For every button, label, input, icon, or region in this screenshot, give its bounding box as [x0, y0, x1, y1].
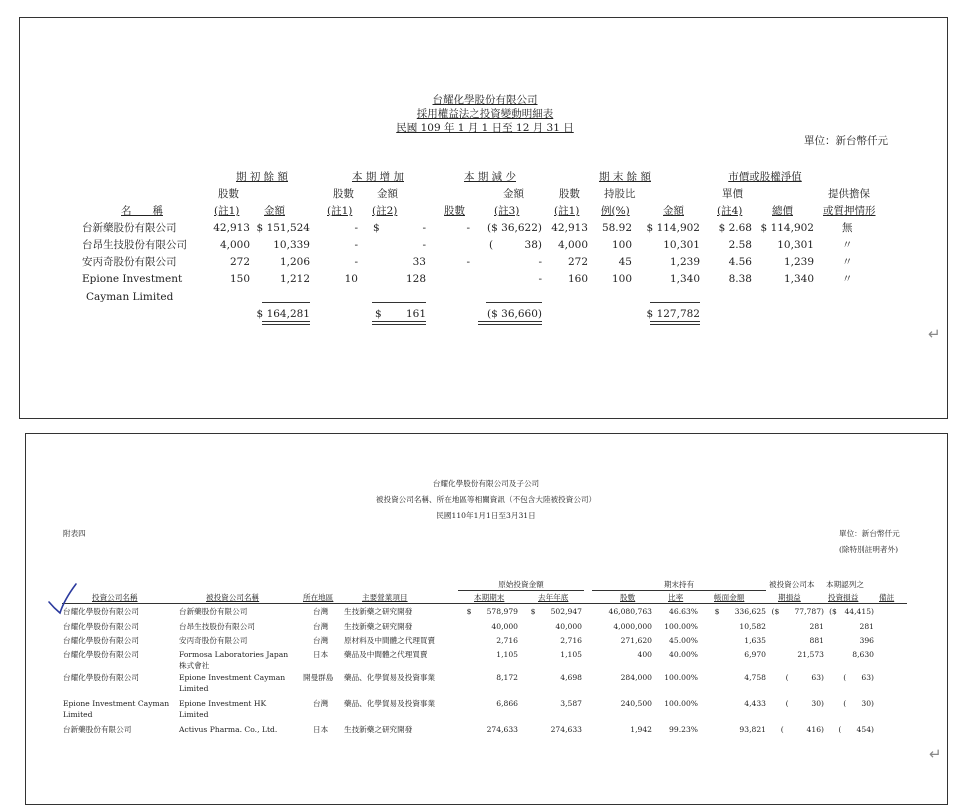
h-shares: 股數	[620, 593, 636, 602]
business: 藥品、化學貿易及投資事業	[344, 699, 436, 708]
page2-unit-note: (除特別註明者外)	[839, 545, 899, 554]
business: 生技新藥之研究開發	[344, 607, 413, 616]
h-de-shares: 股數	[444, 205, 465, 217]
cell: 396	[859, 636, 874, 645]
investor-line2: Limited	[63, 710, 93, 719]
cell: 42,913	[213, 222, 250, 234]
cell: 10	[344, 273, 358, 285]
business: 生技新藥之研究開發	[344, 622, 413, 631]
group-increase: 本 期 增 加	[351, 171, 404, 183]
total-decrease: ($ 36,660)	[487, 308, 542, 320]
cell: 45.00%	[669, 636, 698, 645]
h-business: 主要營業項目	[362, 593, 408, 602]
investee: Formosa Laboratories Japan	[179, 650, 289, 659]
investee-line2: Limited	[179, 710, 209, 719]
cell: 271,620	[620, 636, 652, 645]
cell: 1,239	[783, 256, 814, 268]
h-in-shares: 股數	[333, 188, 354, 200]
h-investor: 投資公司名稱	[92, 593, 138, 602]
cell: 272	[229, 256, 250, 268]
cell: -	[422, 239, 426, 251]
cell: 4.56	[728, 256, 752, 268]
cell: $	[373, 222, 380, 234]
cell: 4,000	[557, 239, 588, 251]
cell: 2,716	[496, 636, 518, 645]
investor: 台新藥股份有限公司	[63, 725, 132, 734]
cell: -	[354, 222, 358, 234]
subtotal-rule	[650, 302, 700, 303]
investor: 台耀化學股份有限公司	[63, 607, 139, 616]
page1-company: 台耀化學股份有限公司	[432, 94, 538, 106]
cell: 40,000	[491, 622, 518, 631]
cell: -	[466, 222, 470, 234]
cell: 100	[611, 239, 632, 251]
cell: 99.23%	[669, 725, 698, 734]
page1-unit: 單位：新台幣仟元	[804, 135, 888, 147]
group-end-holding: 期末持有	[663, 580, 695, 589]
business: 原材料及中間體之代理買賣	[344, 636, 436, 645]
cell: 100.00%	[664, 622, 698, 631]
cell: 6,866	[496, 699, 518, 708]
cell: 45	[618, 256, 632, 268]
row-name-continued: Cayman Limited	[86, 291, 174, 303]
cell: 4,698	[560, 673, 582, 682]
cell: $ 578,979	[466, 607, 518, 616]
cell: 1,340	[669, 273, 700, 285]
cell: 1,105	[560, 650, 582, 659]
business: 藥品、化學貿易及投資事業	[344, 673, 436, 682]
cell: 4,433	[744, 699, 766, 708]
cell: 33	[412, 256, 426, 268]
total-opening: $ 164,281	[256, 308, 310, 320]
cell: ($ 44,415)	[829, 607, 874, 616]
cell: 6,970	[744, 650, 766, 659]
h-de-amount: 金額	[503, 188, 524, 200]
cell: -	[466, 256, 470, 268]
region: 日本	[313, 725, 329, 734]
cell: 8,630	[852, 650, 874, 659]
cell: 274,633	[550, 725, 582, 734]
cell: 1,212	[279, 273, 310, 285]
page2-unit: 單位：新台幣仟元	[839, 529, 900, 538]
region: 日本	[313, 650, 329, 659]
h-region: 所在地區	[303, 593, 334, 602]
h-collateral-2: 或質押情形	[823, 205, 876, 217]
business: 藥品及中間體之代理買賣	[344, 650, 428, 659]
cell: 1,942	[630, 725, 652, 734]
h-en-shares: 股數	[559, 188, 580, 200]
h-rec-2: 投資損益	[828, 593, 859, 602]
cell: ($ 77,787)	[771, 607, 824, 616]
h-note: 備註	[879, 593, 895, 602]
subtotal-rule	[486, 302, 542, 303]
cell: 881	[809, 636, 824, 645]
cell: $ 2.68	[718, 222, 752, 234]
region: 台灣	[313, 699, 329, 708]
cell: 無	[842, 222, 853, 234]
cell: 46,080,763	[608, 607, 652, 616]
cell: -	[422, 222, 426, 234]
h-en-note1: (註1)	[554, 205, 580, 217]
document-page-1	[19, 17, 948, 419]
page2-company: 台耀化學股份有限公司及子公司	[432, 479, 540, 488]
cell: $ 114,902	[646, 222, 700, 234]
handwritten-checkmark-icon	[46, 580, 80, 616]
row-name: 台昂生技股份有限公司	[82, 239, 187, 251]
investee: 台昂生技股份有限公司	[179, 622, 255, 631]
document-page-2	[25, 433, 948, 805]
total-double-rule	[262, 321, 310, 325]
cell: -	[538, 273, 542, 285]
cell: 100.00%	[664, 673, 698, 682]
row-name: 台新藥股份有限公司	[82, 222, 177, 234]
cell: ( 38)	[488, 239, 542, 251]
group-rule	[592, 590, 766, 591]
h-ratio-1: 持股比	[604, 188, 636, 200]
cell: -	[538, 256, 542, 268]
h-collateral-1: 提供擔保	[828, 188, 870, 200]
region: 台灣	[313, 622, 329, 631]
h-in-amount: 金額	[377, 188, 398, 200]
total-double-rule	[650, 321, 700, 325]
cell: 40.00%	[669, 650, 698, 659]
cell: 3,587	[560, 699, 582, 708]
cell: $ 114,902	[760, 222, 814, 234]
investor: 台耀化學股份有限公司	[63, 622, 139, 631]
group-opening: 期 初 餘 額	[235, 171, 288, 183]
region: 開曼群島	[303, 673, 334, 682]
paragraph-mark-icon: ↵	[929, 745, 942, 763]
group-rule	[458, 590, 584, 591]
cell: 93,821	[739, 725, 766, 734]
h-book: 帳面金額	[714, 593, 745, 602]
cell: $ 502,947	[530, 607, 582, 616]
cell: $ 151,524	[256, 222, 310, 234]
investee: Epione Investment Cayman	[179, 673, 286, 682]
h-current: 本期期末	[474, 593, 505, 602]
cell: 1,340	[783, 273, 814, 285]
cell: $ 336,625	[714, 607, 766, 616]
investor: 台耀化學股份有限公司	[63, 673, 139, 682]
investee: Activus Pharma. Co., Ltd.	[179, 725, 278, 734]
page2-title: 被投資公司名稱、所在地區等相關資訊（不包含大陸被投資公司）	[375, 495, 597, 504]
cell: 1,105	[496, 650, 518, 659]
h-previous: 去年年底	[538, 593, 569, 602]
cell: ( 416)	[780, 725, 824, 734]
cell: 4,000,000	[613, 622, 652, 631]
subtotal-rule	[372, 302, 426, 303]
cell: 40,000	[555, 622, 582, 631]
group-market: 市價或股權淨值	[728, 171, 802, 183]
cell: 160	[567, 273, 588, 285]
page1-period: 民國 109 年 1 月 1 日至 12 月 31 日	[396, 122, 574, 134]
cell: 10,582	[739, 622, 766, 631]
investee: 台新藥股份有限公司	[179, 607, 248, 616]
cell: 42,913	[551, 222, 588, 234]
total-double-rule	[372, 321, 426, 325]
cell: 〃	[842, 256, 853, 268]
cell: 2.58	[728, 239, 752, 251]
cell: 128	[405, 273, 426, 285]
region: 台灣	[313, 607, 329, 616]
investee: 安丙奇股份有限公司	[179, 636, 248, 645]
cell: -	[354, 256, 358, 268]
investor: Epione Investment Cayman	[63, 699, 170, 708]
investee-line2: Limited	[179, 684, 209, 693]
h-in-note1: (註1)	[327, 205, 353, 217]
h-in-note2: (註2)	[372, 205, 398, 217]
cell: ( 30)	[785, 699, 824, 708]
group-decrease: 本 期 減 少	[463, 171, 516, 183]
cell: 2,716	[560, 636, 582, 645]
cell: 272	[567, 256, 588, 268]
cell: 1,206	[279, 256, 310, 268]
total-double-rule	[478, 321, 542, 325]
cell: 100	[611, 273, 632, 285]
row-name: Epione Investment	[82, 273, 183, 285]
h-pl-1: 被投資公司本	[769, 580, 815, 589]
cell: 8.38	[728, 273, 752, 285]
h-ratio-2: 例(%)	[601, 205, 630, 217]
cell: 240,500	[620, 699, 652, 708]
group-original-investment: 原始投資金額	[498, 580, 544, 589]
investee: Epione Investment HK	[179, 699, 267, 708]
cell: ($ 36,622)	[487, 222, 542, 234]
cell: 58.92	[601, 222, 632, 234]
cell: 〃	[842, 273, 853, 285]
cell: ( 63)	[843, 673, 874, 682]
cell: 21,573	[797, 650, 824, 659]
paragraph-mark-icon: ↵	[928, 325, 941, 343]
h-rec-1: 本期認列之	[826, 580, 864, 589]
cell: 4,000	[219, 239, 250, 251]
cell: 281	[809, 622, 824, 631]
cell: 400	[637, 650, 652, 659]
business: 生技新藥之研究開發	[344, 725, 413, 734]
h-unit-price: 單價	[722, 188, 743, 200]
h-op-shares: 股數	[218, 188, 239, 200]
h-en-amount: 金額	[663, 205, 684, 217]
h-de-note3: (註3)	[494, 205, 520, 217]
cell: 46.63%	[669, 607, 698, 616]
row-name: 安丙奇股份有限公司	[82, 256, 177, 268]
cell: 150	[229, 273, 250, 285]
subtotal-rule	[262, 302, 310, 303]
header-rule	[62, 603, 907, 604]
cell: 10,301	[663, 239, 700, 251]
h-pl-2: 期損益	[778, 593, 801, 602]
page1-title: 採用權益法之投資變動明細表	[416, 108, 554, 120]
cell: -	[354, 239, 358, 251]
h-total-price: 總價	[772, 205, 793, 217]
cell: ( 63)	[785, 673, 824, 682]
cell: 274,633	[486, 725, 518, 734]
h-ratio: 比率	[668, 593, 684, 602]
cell: 8,172	[496, 673, 518, 682]
h-op-note1: (註1)	[214, 205, 240, 217]
cell: 1,239	[669, 256, 700, 268]
investor: 台耀化學股份有限公司	[63, 636, 139, 645]
h-name: 名 稱	[121, 205, 163, 217]
table-number: 附表四	[63, 529, 86, 538]
cell: 10,301	[777, 239, 814, 251]
region: 台灣	[313, 636, 329, 645]
cell: 100.00%	[664, 699, 698, 708]
cell: ( 454)	[838, 725, 874, 734]
h-investee: 被投資公司名稱	[206, 593, 260, 602]
cell: ( 30)	[843, 699, 874, 708]
cell: 10,339	[273, 239, 310, 251]
investor: 台耀化學股份有限公司	[63, 650, 139, 659]
group-ending: 期 末 餘 額	[598, 171, 651, 183]
cell: 〃	[842, 239, 853, 251]
h-note4: (註4)	[717, 205, 743, 217]
cell: 4,758	[744, 673, 766, 682]
cell: 284,000	[620, 673, 652, 682]
cell: 281	[859, 622, 874, 631]
h-op-amount: 金額	[264, 205, 285, 217]
cell: 1,635	[744, 636, 766, 645]
investee-line2: 株式會社	[179, 661, 210, 670]
page2-period: 民國110年1月1日至3月31日	[436, 511, 536, 520]
total-increase: $ 161	[374, 308, 426, 320]
total-ending: $ 127,782	[646, 308, 700, 320]
